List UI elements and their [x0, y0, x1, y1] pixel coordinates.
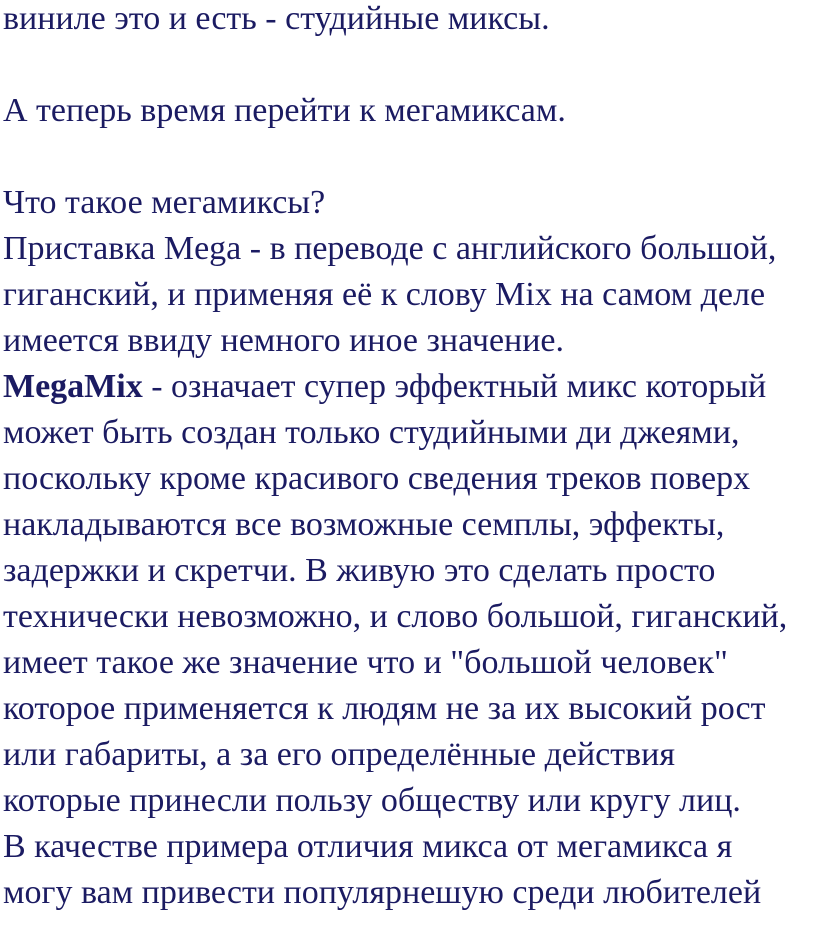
- text-segment: может быть создан только студийными ди джеями,: [3, 414, 740, 451]
- text-segment: или габариты, а за его определённые действия: [3, 736, 676, 773]
- text-line: [3, 226, 816, 272]
- text-segment: которое применяется к людям не за их высокий рост: [3, 690, 766, 727]
- text-line: [3, 870, 816, 916]
- text-line: [3, 456, 816, 502]
- blank-line: [3, 134, 816, 180]
- text-line: [3, 0, 816, 42]
- text-line: [3, 824, 816, 870]
- text-line: [3, 732, 816, 778]
- text-segment: поскольку кроме красивого сведения треков поверх: [3, 460, 751, 497]
- text-segment: Приставка Mega - в переводе с английского большой,: [3, 230, 777, 267]
- text-segment: имеет такое же значение что и "большой человек": [3, 644, 728, 681]
- text-segment-bold: MegaMix: [3, 368, 143, 405]
- text-segment: В качестве примера отличия микса от мегамикса я: [3, 828, 733, 865]
- text-line: [3, 88, 816, 134]
- blank-line: [3, 42, 816, 88]
- text-segment: - означает супер эффектный микс который: [142, 368, 767, 405]
- text-line: [3, 686, 816, 732]
- text-segment: виниле это и есть - студийные миксы.: [3, 0, 550, 37]
- text-line: [3, 640, 816, 686]
- text-line: [3, 410, 816, 456]
- text-line: [3, 548, 816, 594]
- text-line: [3, 778, 816, 824]
- text-segment: которые принесли пользу обществу или кругу лиц.: [3, 782, 741, 819]
- text-line: [3, 594, 816, 640]
- text-segment: могу вам привести популярнешую среди любителей: [3, 874, 762, 911]
- text-line: [3, 272, 816, 318]
- text-segment: накладываются все возможные семплы, эффекты,: [3, 506, 725, 543]
- text-line: [3, 180, 816, 226]
- text-segment: имеется ввиду немного иное значение.: [3, 322, 565, 359]
- text-line: [3, 364, 816, 410]
- text-segment: гиганский, и применяя её к слову Mix на самом деле: [3, 276, 766, 313]
- text-segment: А теперь время перейти к мегамиксам.: [3, 92, 566, 129]
- text-line: [3, 502, 816, 548]
- text-block: [3, 0, 816, 916]
- text-segment: задержки и скретчи. В живую это сделать просто: [3, 552, 716, 589]
- text-line: [3, 318, 816, 364]
- text-segment: Что такое мегамиксы?: [3, 184, 326, 221]
- text-segment: технически невозможно, и слово большой, гиганский,: [3, 598, 788, 635]
